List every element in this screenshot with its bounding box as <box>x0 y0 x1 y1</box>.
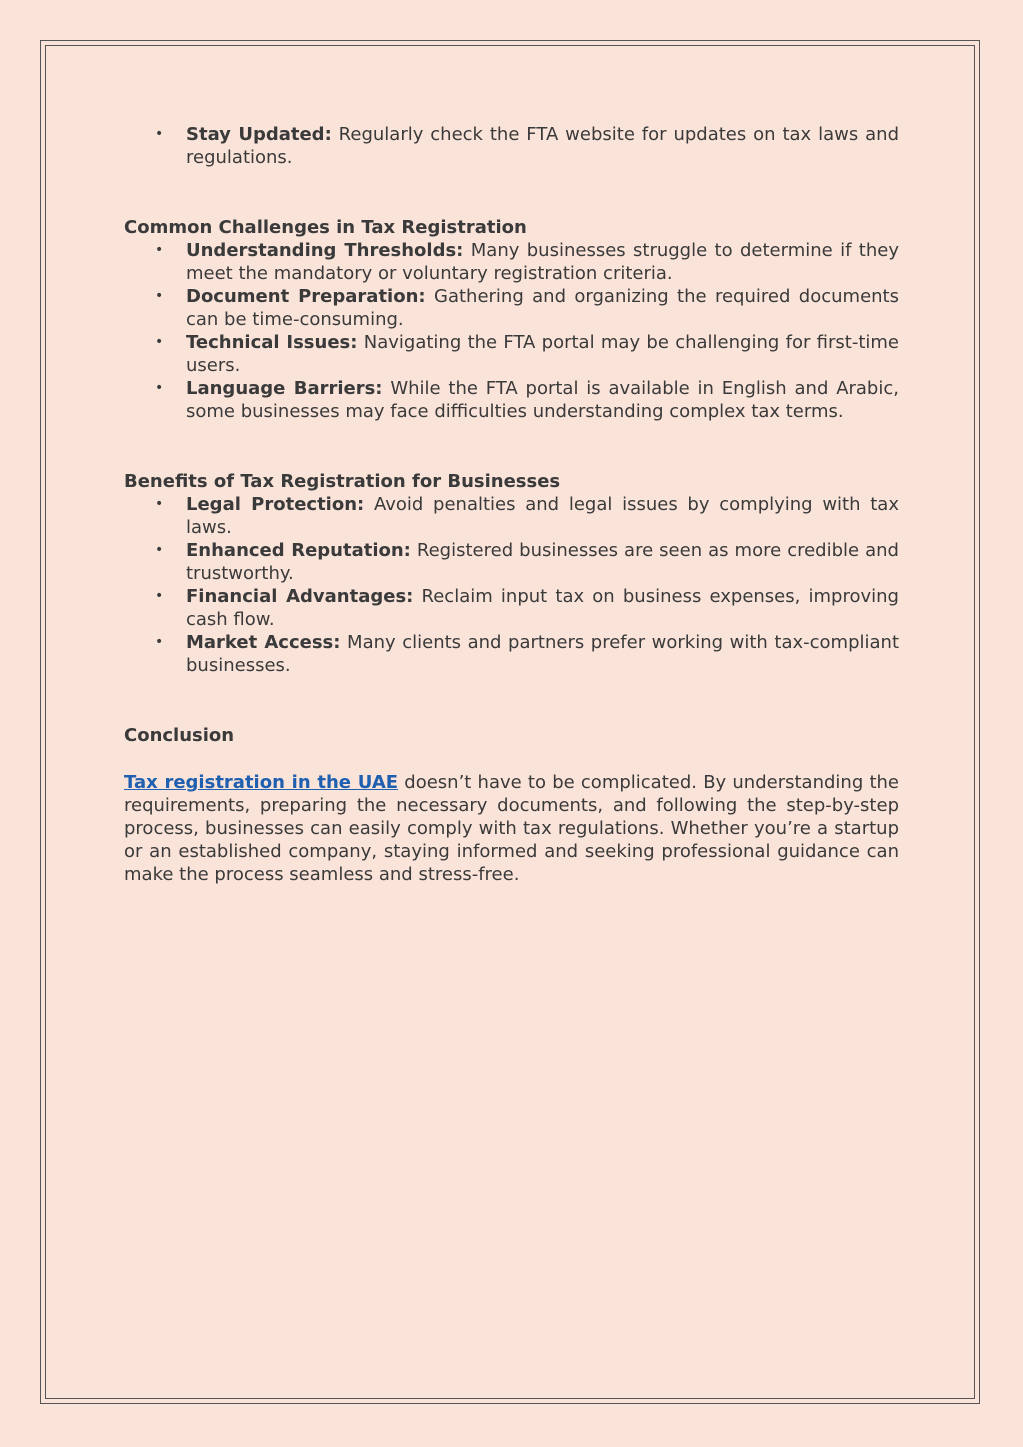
challenges-list <box>124 239 899 423</box>
item-text: Registered businesses are seen as more credible and trustworthy. <box>186 540 899 584</box>
bullet-icon: • <box>155 380 164 396</box>
bullet-icon: • <box>155 634 164 650</box>
tips-list <box>124 123 899 169</box>
challenges-heading: Common Challenges in Tax Registration <box>124 217 527 238</box>
conclusion-paragraph <box>124 771 899 886</box>
item-label: Stay Updated: <box>186 124 332 145</box>
bullet-icon: • <box>155 242 164 258</box>
item-text: Navigating the FTA portal may be challenging for first-time users. <box>186 332 899 376</box>
item-label: Document Preparation: <box>186 286 426 307</box>
conclusion-heading: Conclusion <box>124 725 235 746</box>
list-item <box>124 493 899 539</box>
item-text: Avoid penalties and legal issues by complying with tax laws. <box>186 494 899 538</box>
benefits-heading: Benefits of Tax Registration for Businesses <box>124 471 561 492</box>
item-label: Understanding Thresholds: <box>186 240 464 261</box>
conclusion-text: doesn’t have to be complicated. By understanding the requirements, preparing the necessary documents, and following the step-by-step process, businesses can easily comply with tax regulations. Whether you’re a startup or an established company, staying informed and seeking professional guidance can make the process seamless and stress-free. <box>124 772 899 885</box>
tax-registration-link[interactable]: Tax registration in the UAE <box>124 772 399 793</box>
item-label: Enhanced Reputation: <box>186 540 411 561</box>
document-content <box>124 123 899 886</box>
item-text: Many businesses struggle to determine if they meet the mandatory or voluntary registration criteria. <box>186 240 899 284</box>
list-item <box>124 631 899 677</box>
bullet-icon: • <box>155 542 164 558</box>
item-label: Legal Protection: <box>186 494 365 515</box>
bullet-icon: • <box>155 288 164 304</box>
item-label: Financial Advantages: <box>186 586 414 607</box>
item-text: Gathering and organizing the required documents can be time-consuming. <box>186 286 899 330</box>
list-item <box>124 377 899 423</box>
item-label: Market Access: <box>186 632 341 653</box>
benefits-list <box>124 493 899 677</box>
list-item <box>124 539 899 585</box>
list-item <box>124 285 899 331</box>
item-text: Reclaim input tax on business expenses, improving cash flow. <box>186 586 899 630</box>
list-item-stay-updated <box>124 123 899 169</box>
item-label: Language Barriers: <box>186 378 383 399</box>
bullet-icon: • <box>155 496 164 512</box>
item-text: Many clients and partners prefer working with tax-compliant businesses. <box>186 632 899 676</box>
item-text: While the FTA portal is available in English and Arabic, some businesses may face difficulties understanding complex tax terms. <box>186 378 899 422</box>
bullet-icon: • <box>155 588 164 604</box>
bullet-icon: • <box>155 126 164 142</box>
item-label: Technical Issues: <box>186 332 358 353</box>
list-item <box>124 585 899 631</box>
list-item <box>124 331 899 377</box>
item-text: Regularly check the FTA website for updates on tax laws and regulations. <box>186 124 899 168</box>
list-item <box>124 239 899 285</box>
bullet-icon: • <box>155 334 164 350</box>
